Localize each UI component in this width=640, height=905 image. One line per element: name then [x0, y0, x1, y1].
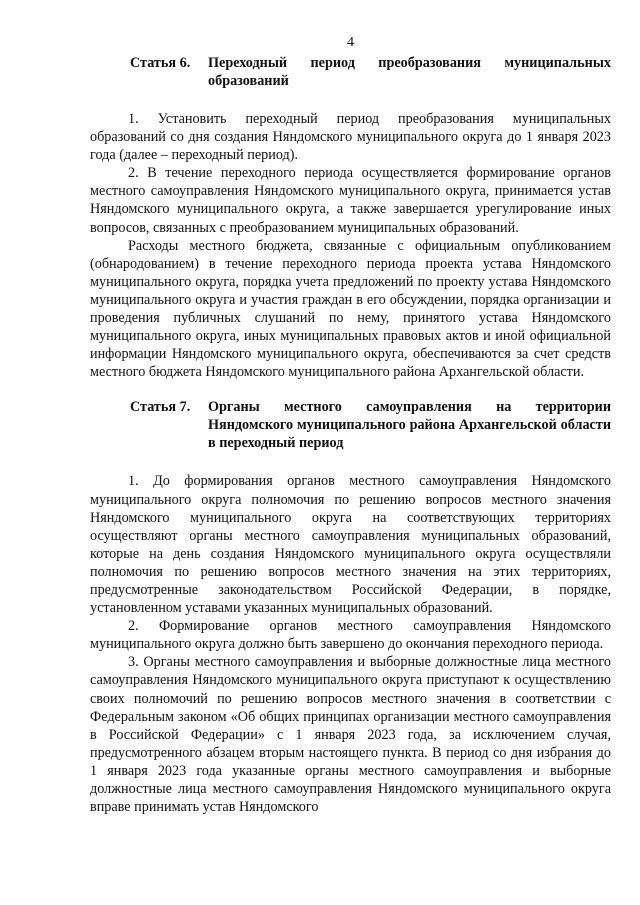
article-6-heading [90, 54, 611, 90]
article-6-title: Переходный период преобразования муниципальных образований [208, 55, 611, 89]
article-7-heading [90, 398, 611, 452]
article-6-paragraph-3: Расходы местного бюджета, связанные с официальным опубликованием (обнародованием) в течение переходного периода проекта устава Няндомского муниципального округа, порядка учета предложений по проекту устава Няндомского муниципального округа и участия граждан в его обсуждении, порядка организации и проведения публичных слушаний по нему, принятого устава Няндомского муниципального округа, иных муниципальных правовых актов и иной официальной информации Няндомского муниципального округа, обеспечиваются за счет средств местного бюджета Няндомского муниципального района Архангельской области. [90, 237, 611, 381]
article-7-paragraph-3: 3. Органы местного самоуправления и выборные должностные лица местного самоуправления Няндомского муниципального округа приступают к осуществлению своих полномочий по решению вопросов местного значения в соответствии с Федеральным законом «Об общих принципах организации местного самоуправления в Российской Федерации» с 1 января 2023 года, за исключением случая, предусмотренного абзацем вторым настоящего пункта. В период со дня избрания до 1 января 2023 года указанные органы местного самоуправления и выборные должностные лица местного самоуправления Няндомского муниципального округа вправе принимать устав Няндомского [90, 654, 611, 816]
article-7-label: Статья 7. [130, 399, 191, 416]
page-number: 4 [347, 35, 354, 50]
article-7-paragraph-1: 1. До формирования органов местного самоуправления Няндомского муниципального округа полномочия по решению вопросов местного значения Няндомского муниципального округа на соответствующих территориях осуществляют органы местного самоуправления муниципальных образований, которые на день создания Няндомского муниципального округа осуществляли полномочия по решению вопросов местного значения на этих территориях, предусмотренные законодательством Российской Федерации, в порядке, установленном уставами указанных муниципальных образований. [90, 473, 611, 617]
article-7-title: Органы местного самоуправления на территории Няндомского муниципального района Архангельской области в переходный период [208, 399, 611, 452]
article-6-paragraph-1: 1. Установить переходный период преобразования муниципальных образований со дня создания Няндомского муниципального округа до 1 января 2023 года (далее – переходный период). [90, 111, 611, 164]
article-7-paragraph-2: 2. Формирование органов местного самоуправления Няндомского муниципального округа должно быть завершено до окончания переходного периода. [90, 618, 611, 653]
article-6-paragraph-2: 2. В течение переходного периода осуществляется формирование органов местного самоуправления Няндомского муниципального округа, принимается устав Няндомского муниципального округа, а также завершается урегулирование иных вопросов, связанных с преобразованием муниципальных образований. [90, 165, 611, 236]
article-6-label: Статья 6. [130, 55, 191, 71]
